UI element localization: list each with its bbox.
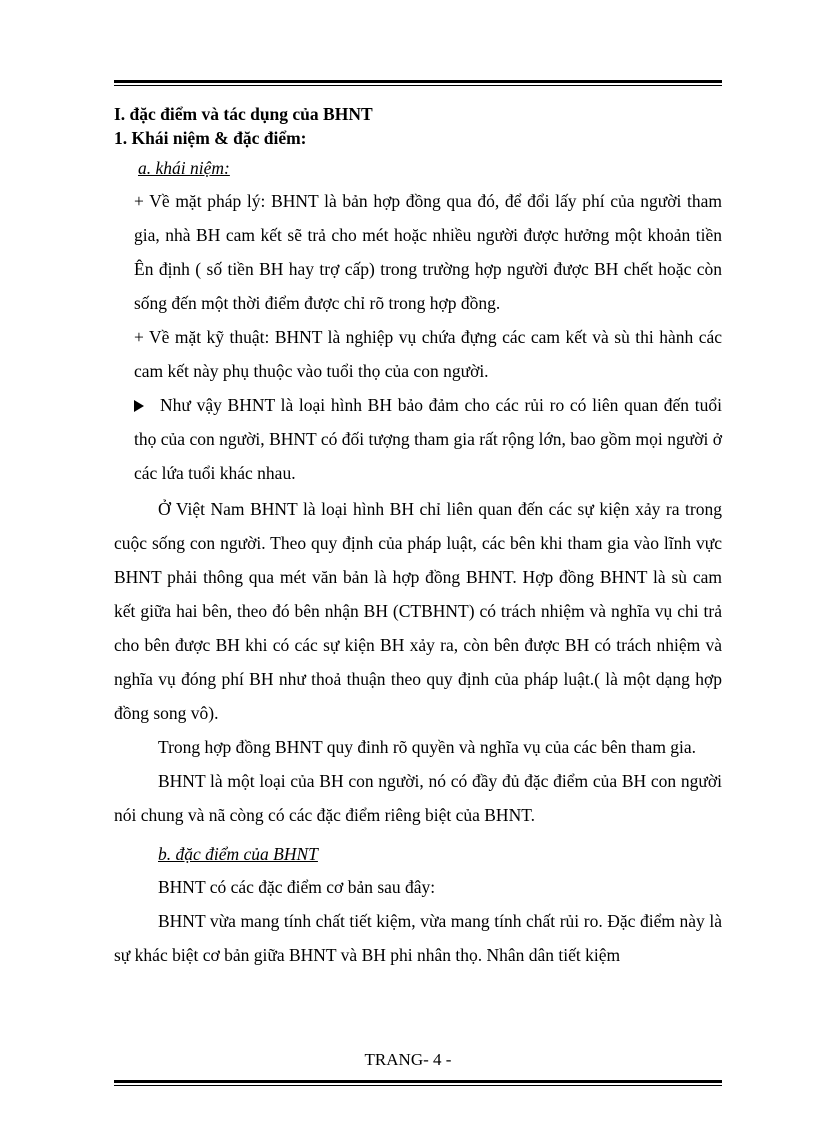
paragraph-saving: BHNT vừa mang tính chất tiết kiệm, vừa mang tính chất rủi ro. Đặc điểm này là sự khác biệt cơ bản giữa BHNT và BH phi nhân thọ. Nhân dân tiết kiệm: [114, 911, 722, 965]
subheading-b: b. đặc điểm của BHNT: [158, 844, 318, 864]
bullet-text: Như vậy BHNT là loại hình BH bảo đảm cho các rủi ro có liên quan đến tuổi thọ của con người, BHNT có đối tượng tham gia rất rộng lớn, bao gồm mọi người ở các lứa tuổi khác nhau.: [134, 395, 722, 483]
page-content: [114, 102, 722, 972]
footer-rule: [114, 1080, 722, 1086]
subheading-a: a. khái niệm:: [138, 158, 230, 178]
paragraph-legal: + Về mặt pháp lý: BHNT là bản hợp đồng qua đó, để đổi lấy phí của người tham gia, nhà BH cam kết sẽ trả cho mét hoặc nhiều người được hưởng một khoản tiền Ên định ( số tiền BH hay trợ cấp) trong trường hợp người được BH chết hoặc còn sống đến một thời điểm được chỉ rõ trong hợp đồng.: [134, 191, 722, 313]
page-footer: TRANG- 4 -: [364, 1050, 452, 1069]
heading-section-1: I. đặc điểm và tác dụng của BHNT: [114, 104, 373, 124]
arrow-bullet-icon: [134, 400, 144, 412]
paragraph-technical: + Về mặt kỹ thuật: BHNT là nghiệp vụ chứa đựng các cam kết và sù thi hành các cam kết này phụ thuộc vào tuổi thọ của con người.: [134, 327, 722, 381]
paragraph-vietnam: Ở Việt Nam BHNT là loại hình BH chỉ liên quan đến các sự kiện xảy ra trong cuộc sống con người. Theo quy định của pháp luật, các bên khi tham gia vào lĩnh vực BHNT phải thông qua mét văn bản là hợp đồng BHNT. Hợp đồng BHNT là sù cam kết giữa hai bên, theo đó bên nhận BH (CTBHNT) có trách nhiệm và nghĩa vụ chi trả cho bên được BH khi có các sự kiện BH xảy ra, còn bên được BH có trách nhiệm và nghĩa vụ đóng phí BH như thoả thuận theo quy định của pháp luật.( là một dạng hợp đồng song vô).: [114, 499, 722, 723]
bullet-paragraph: [114, 388, 722, 490]
header-rule: [114, 80, 722, 86]
paragraph-features: BHNT là một loại của BH con người, nó có đầy đủ đặc điểm của BH con người nói chung và nã còng có các đặc điểm riêng biệt của BHNT.: [114, 771, 722, 825]
paragraph-contract: Trong hợp đồng BHNT quy đinh rõ quyền và nghĩa vụ của các bên tham gia.: [158, 737, 697, 757]
paragraph-basic: BHNT có các đặc điểm cơ bản sau đây:: [158, 877, 436, 897]
heading-subsection-1: 1. Khái niệm & đặc điểm:: [114, 128, 307, 148]
